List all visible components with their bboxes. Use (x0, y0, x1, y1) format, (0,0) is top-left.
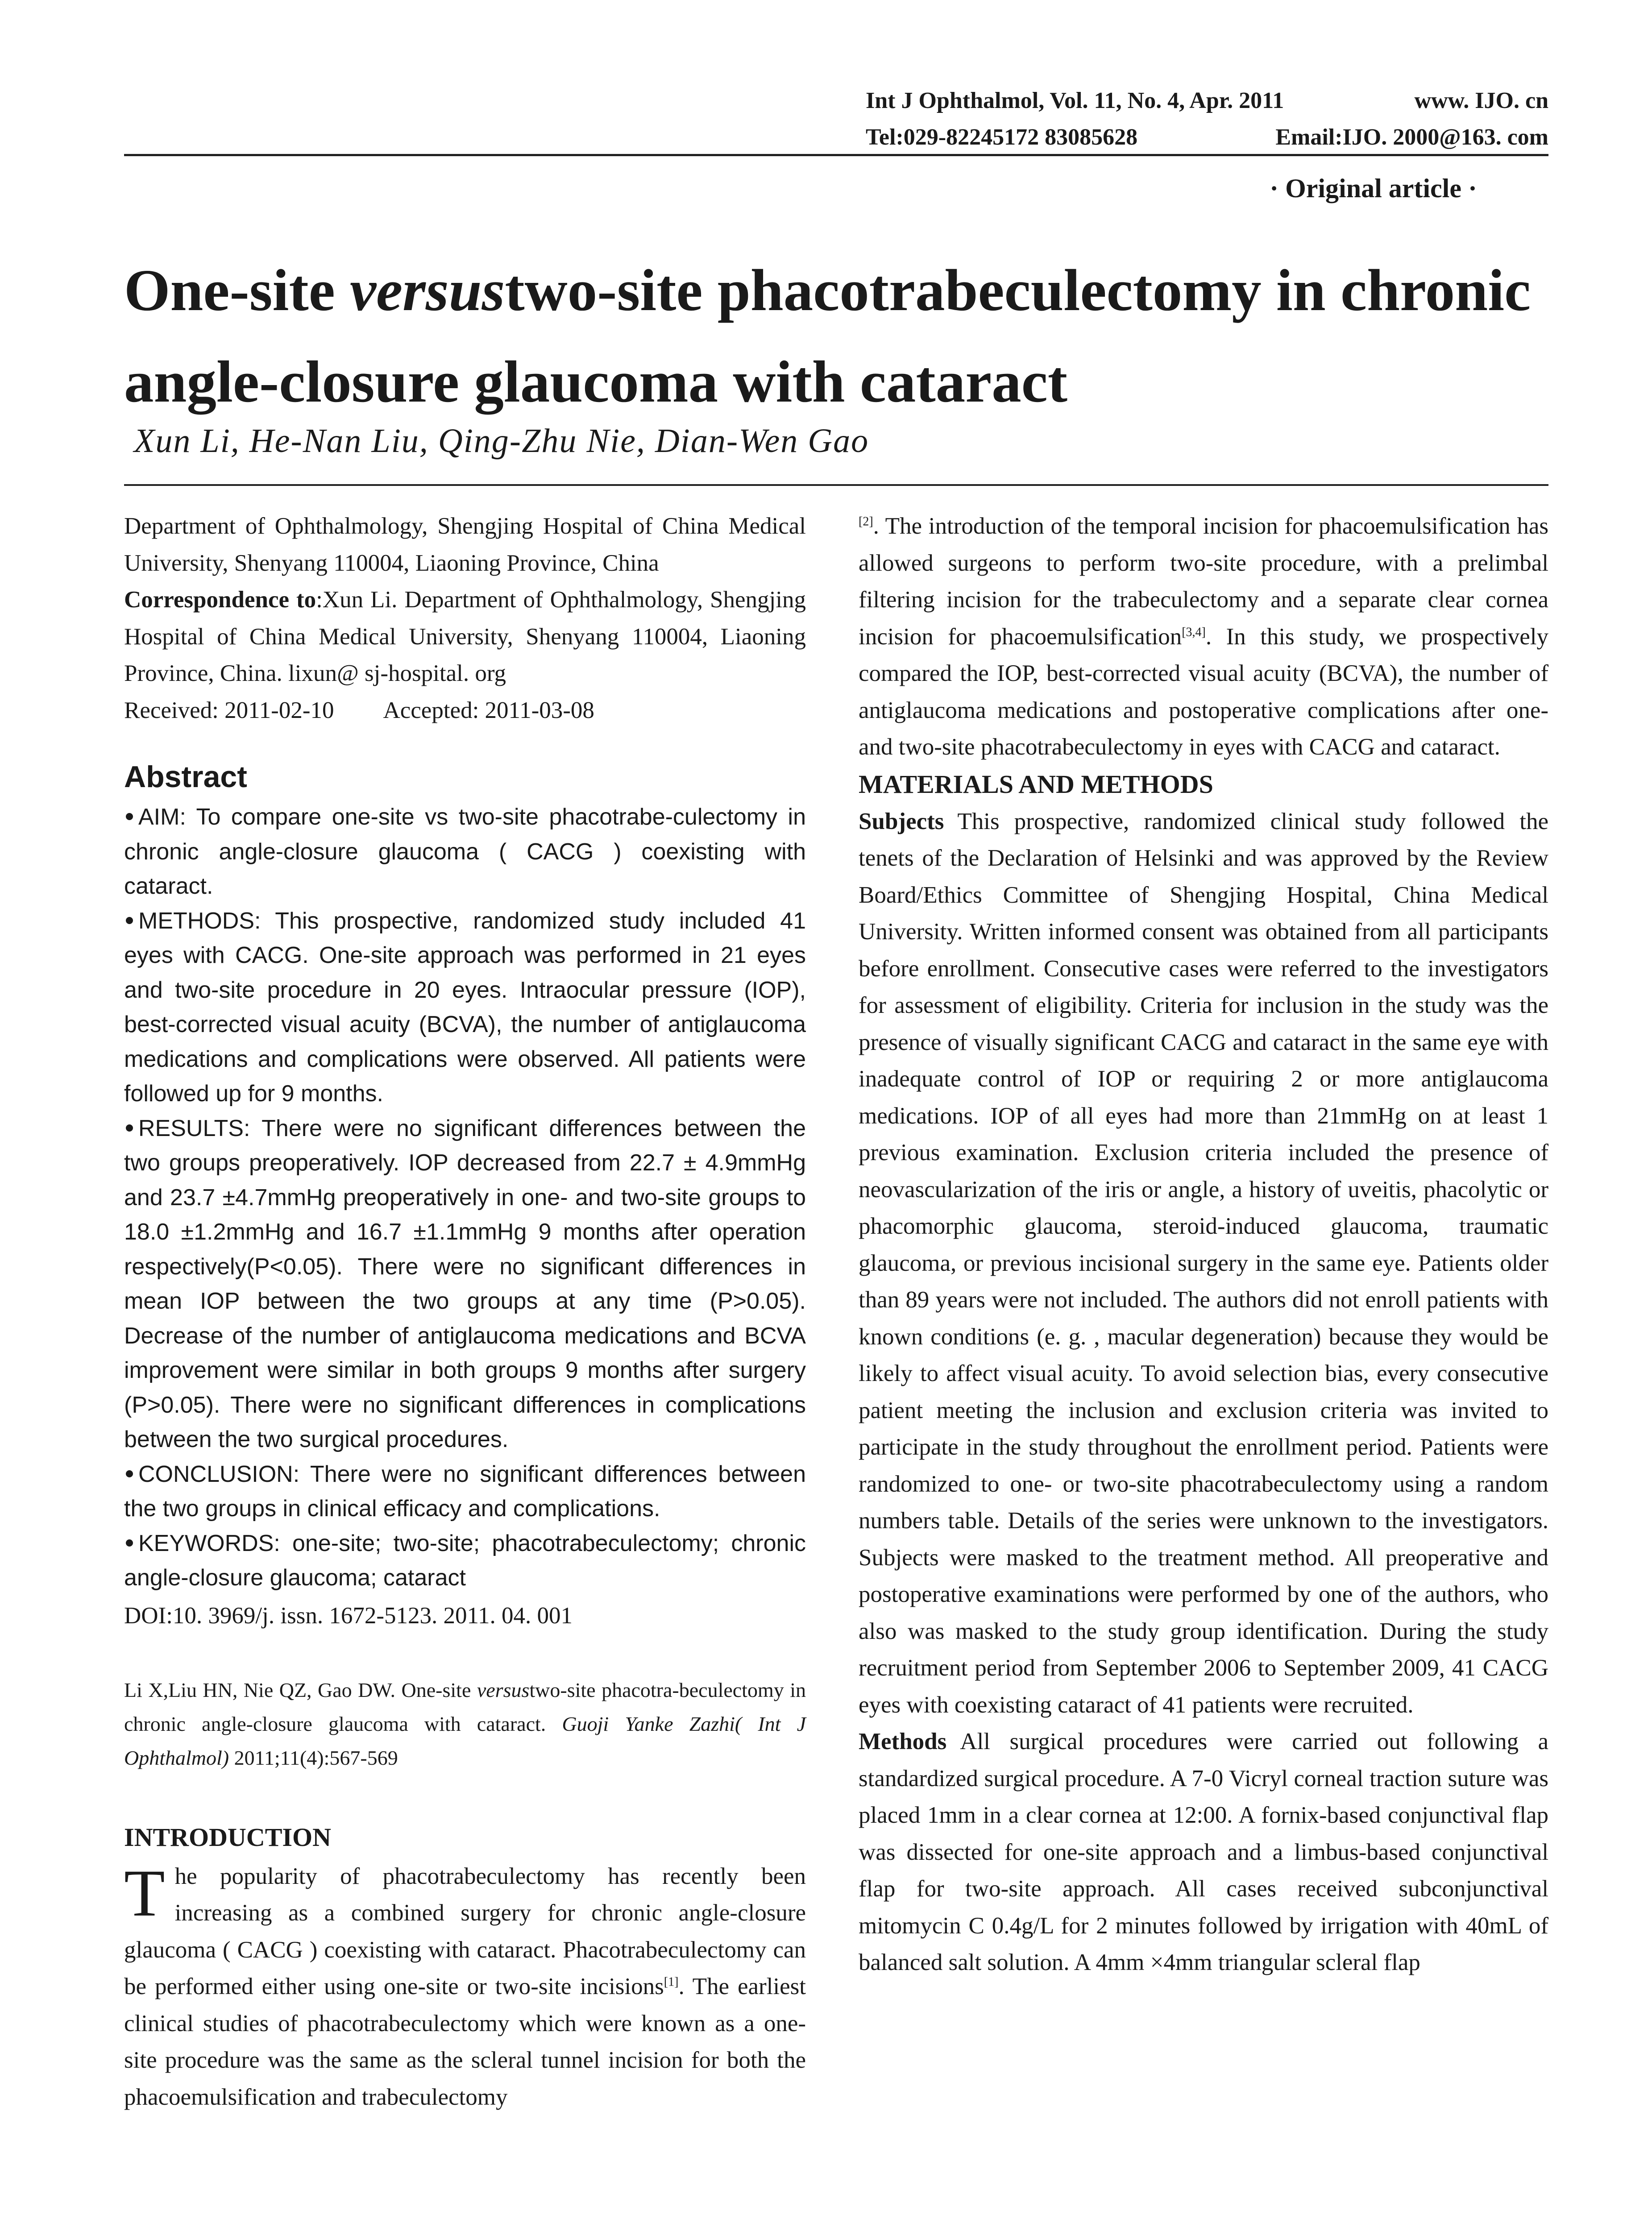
article-title (124, 245, 1548, 427)
correspondence-label: Correspondence to (124, 587, 316, 613)
author-list: Xun Li, He-Nan Liu, Qing-Zhu Nie, Dian-Wen Gao (134, 422, 869, 460)
accepted-date: Accepted: 2011-03-08 (383, 697, 594, 723)
drop-cap: T (124, 1856, 165, 1930)
journal-tel: Tel:029-82245172 83085628 (866, 124, 1138, 150)
abstract-conclusion (124, 1457, 806, 1526)
intro-text-1: he popularity of phacotrabeculectomy has recently been increasing as a combined surgery for chronic angle-closure glaucoma ( CACG ) coexisting with cataract. Phacotrabeculectomy can be performed either using one-site or two-site incisions (124, 1863, 806, 1999)
abstract-methods (124, 904, 806, 1111)
abstract-results-text: RESULTS: There were no significant differences between the two groups preoperatively. IOP decreased from 22.7 ± 4.9mmHg and 23.7 ±4.7mmHg preoperatively in one- and two-site groups to 18.0 ±1.2mmHg and 16.7 ±1.1mmHg 9 months after operation respectively(P<0.05). There were no significant differences in mean IOP between the two groups at any time (P>0.05). Decrease of the number of antiglaucoma medications and BCVA improvement were similar in both groups 9 months after surgery (P>0.05). There were no significant differences in complications between the two surgical procedures. (124, 1115, 806, 1452)
introduction-continued (859, 508, 1548, 766)
journal-website[interactable]: www. IJO. cn (1414, 88, 1548, 113)
citation-part-1: Li X,Liu HN, Nie QZ, Gao DW. One-site (124, 1678, 477, 1701)
citation-journal: Guoji Yanke Zazhi( Int J Ophthalmol) (124, 1712, 806, 1769)
header-divider (124, 154, 1548, 156)
journal-email[interactable]: Email:IJO. 2000@163. com (1275, 124, 1548, 150)
intro-text-4: . In this study, we prospectively compared the IOP, best-corrected visual acuity (BCVA), the number of antiglaucoma medications and postoperative complications after one-and two-site phacotrabeculectomy in eyes with CACG and cataract. (859, 623, 1548, 760)
abstract-body (124, 800, 806, 1634)
bullet-icon (126, 813, 133, 820)
abstract-keywords-text: KEYWORDS: one-site; two-site; phacotrabeculectomy; chronic angle-closure glaucoma; cataract (124, 1530, 806, 1591)
citation-part-2: two-site phacotra-beculectomy in chronic angle-closure glaucoma with cataract. (124, 1678, 806, 1735)
methods-text: All surgical procedures were carried out following a standardized surgical procedure. A 7-0 Vicryl corneal traction suture was placed 1mm in a clear cornea at 12:00. A fornix-based conjunctival flap was dissected for one-site approach and a limbus-based conjunctival flap for two-site approach. All cases received subconjunctival mitomycin C 0.4g/L for 2 minutes followed by irrigation with 40mL of balanced salt solution. A 4mm ×4mm triangular scleral flap (859, 1729, 1548, 1975)
materials-methods-heading: MATERIALS AND METHODS (859, 769, 1213, 799)
bullet-icon (126, 1124, 133, 1132)
article-type-label: · Original article · (1270, 174, 1477, 203)
subjects-text: This prospective, randomized clinical study followed the tenets of the Declaration of Helsinki and was approved by the Review Board/Ethics Committee of Shengjing Hospital, China Medical University. Written informed consent was obtained from all participants before enrollment. Consecutive cases were referred to the investigators for assessment of eligibility. Criteria for inclusion in the study was the presence of visually significant CACG and cataract in the same eye with inadequate control of IOP or requiring 2 or more antiglaucoma medications. IOP of all eyes had more than 21mmHg on at least 1 previous examination. Exclusion criteria included the presence of neovascularization of the iris or angle, a history of uveitis, phacolytic or phacomorphic glaucoma, steroid-induced glaucoma, traumatic glaucoma, or previous incisional surgery in the same eye. Patients older than 89 years were not included. The authors did not enroll patients with known conditions (e. g. , macular degeneration) because they would be likely to affect visual acuity. To avoid selection bias, every consecutive patient meeting the inclusion and exclusion criteria was invited to participate in the study throughout the enrollment period. Patients were randomized to one- or two-site phacotrabeculectomy using a random numbers table. Details of the series were unknown to the investigators. Subjects were masked to the treatment method. All preoperative and postoperative examinations were performed by one of the authors, who also was masked to the study group identification. During the study recruitment period from September 2006 to September 2009, 41 CACG eyes with coexisting cataract of 41 patients were recruited. (859, 808, 1548, 1718)
correspondence-text: :Xun Li. Department of Ophthalmology, Shengjing Hospital of China Medical University, Shenyang 110004, Liaoning Province, China. lixun@ sj-hospital. org (124, 587, 806, 686)
abstract-aim (124, 800, 806, 904)
bullet-icon (126, 1470, 133, 1477)
article-meta (124, 508, 806, 729)
citation-part-3: 2011;11(4):567-569 (229, 1746, 398, 1769)
right-column (859, 508, 1548, 1981)
left-column (124, 508, 806, 2115)
abstract-aim-text: AIM: To compare one-site vs two-site phacotrabe-culectomy in chronic angle-closure glaucoma ( CACG ) coexisting with cataract. (124, 804, 806, 899)
journal-header (866, 83, 1548, 156)
title-part-1: One-site (124, 257, 350, 323)
subjects-paragraph (859, 803, 1548, 1724)
abstract-heading: Abstract (124, 760, 247, 794)
introduction-heading: INTRODUCTION (124, 1822, 332, 1852)
intro-text-2: . The earliest clinical studies of phacotrabeculectomy which were known as a one-site procedure was the same as the scleral tunnel incision for both the phacoemulsification and trabeculectomy (124, 1974, 806, 2110)
abstract-conclusion-text: CONCLUSION: There were no significant differences between the two groups in clinical efficacy and complications. (124, 1461, 806, 1522)
title-part-2: two-site phacotrabeculectomy in chronic angle-closure glaucoma with cataract (124, 257, 1531, 415)
methods-paragraph (859, 1723, 1548, 1981)
received-date: Received: 2011-02-10 (124, 697, 334, 723)
subjects-label: Subjects (859, 808, 944, 834)
bullet-icon (126, 917, 133, 924)
dates (124, 692, 806, 729)
abstract-methods-text: METHODS: This prospective, randomized study included 41 eyes with CACG. One-site approach was performed in 21 eyes and two-site procedure in 20 eyes. Intraocular pressure (IOP), best-corrected visual acuity (BCVA), the number of antiglaucoma medications and complications were observed. All patients were followed up for 9 months. (124, 908, 806, 1107)
abstract-keywords (124, 1526, 806, 1596)
doi[interactable]: DOI:10. 3969/j. issn. 1672-5123. 2011. 04. 001 (124, 1602, 573, 1629)
bullet-icon (126, 1539, 133, 1547)
reference-link[interactable]: [1] (664, 1975, 679, 1989)
reference-link[interactable]: [2] (859, 514, 873, 529)
abstract-results (124, 1111, 806, 1457)
correspondence (124, 581, 806, 692)
methods-label: Methods (859, 1729, 947, 1754)
citation (124, 1673, 806, 1775)
affiliation: Department of Ophthalmology, Shengjing Hospital of China Medical University, Shenyang 110004, Liaoning Province, China (124, 513, 806, 576)
introduction-paragraph (124, 1858, 806, 2116)
intro-text-3: . The introduction of the temporal incision for phacoemulsification has allowed surgeons to perform two-site procedure, with a prelimbal filtering incision for the trabeculectomy and a separate clear cornea incision for phacoemulsification (859, 513, 1548, 650)
title-italic: versus (350, 257, 505, 323)
journal-info: Int J Ophthalmol, Vol. 11, No. 4, Apr. 2011 (866, 88, 1284, 113)
reference-link[interactable]: [3,4] (1182, 625, 1206, 639)
citation-italic-1: versus (477, 1678, 530, 1701)
author-divider (124, 484, 1548, 486)
